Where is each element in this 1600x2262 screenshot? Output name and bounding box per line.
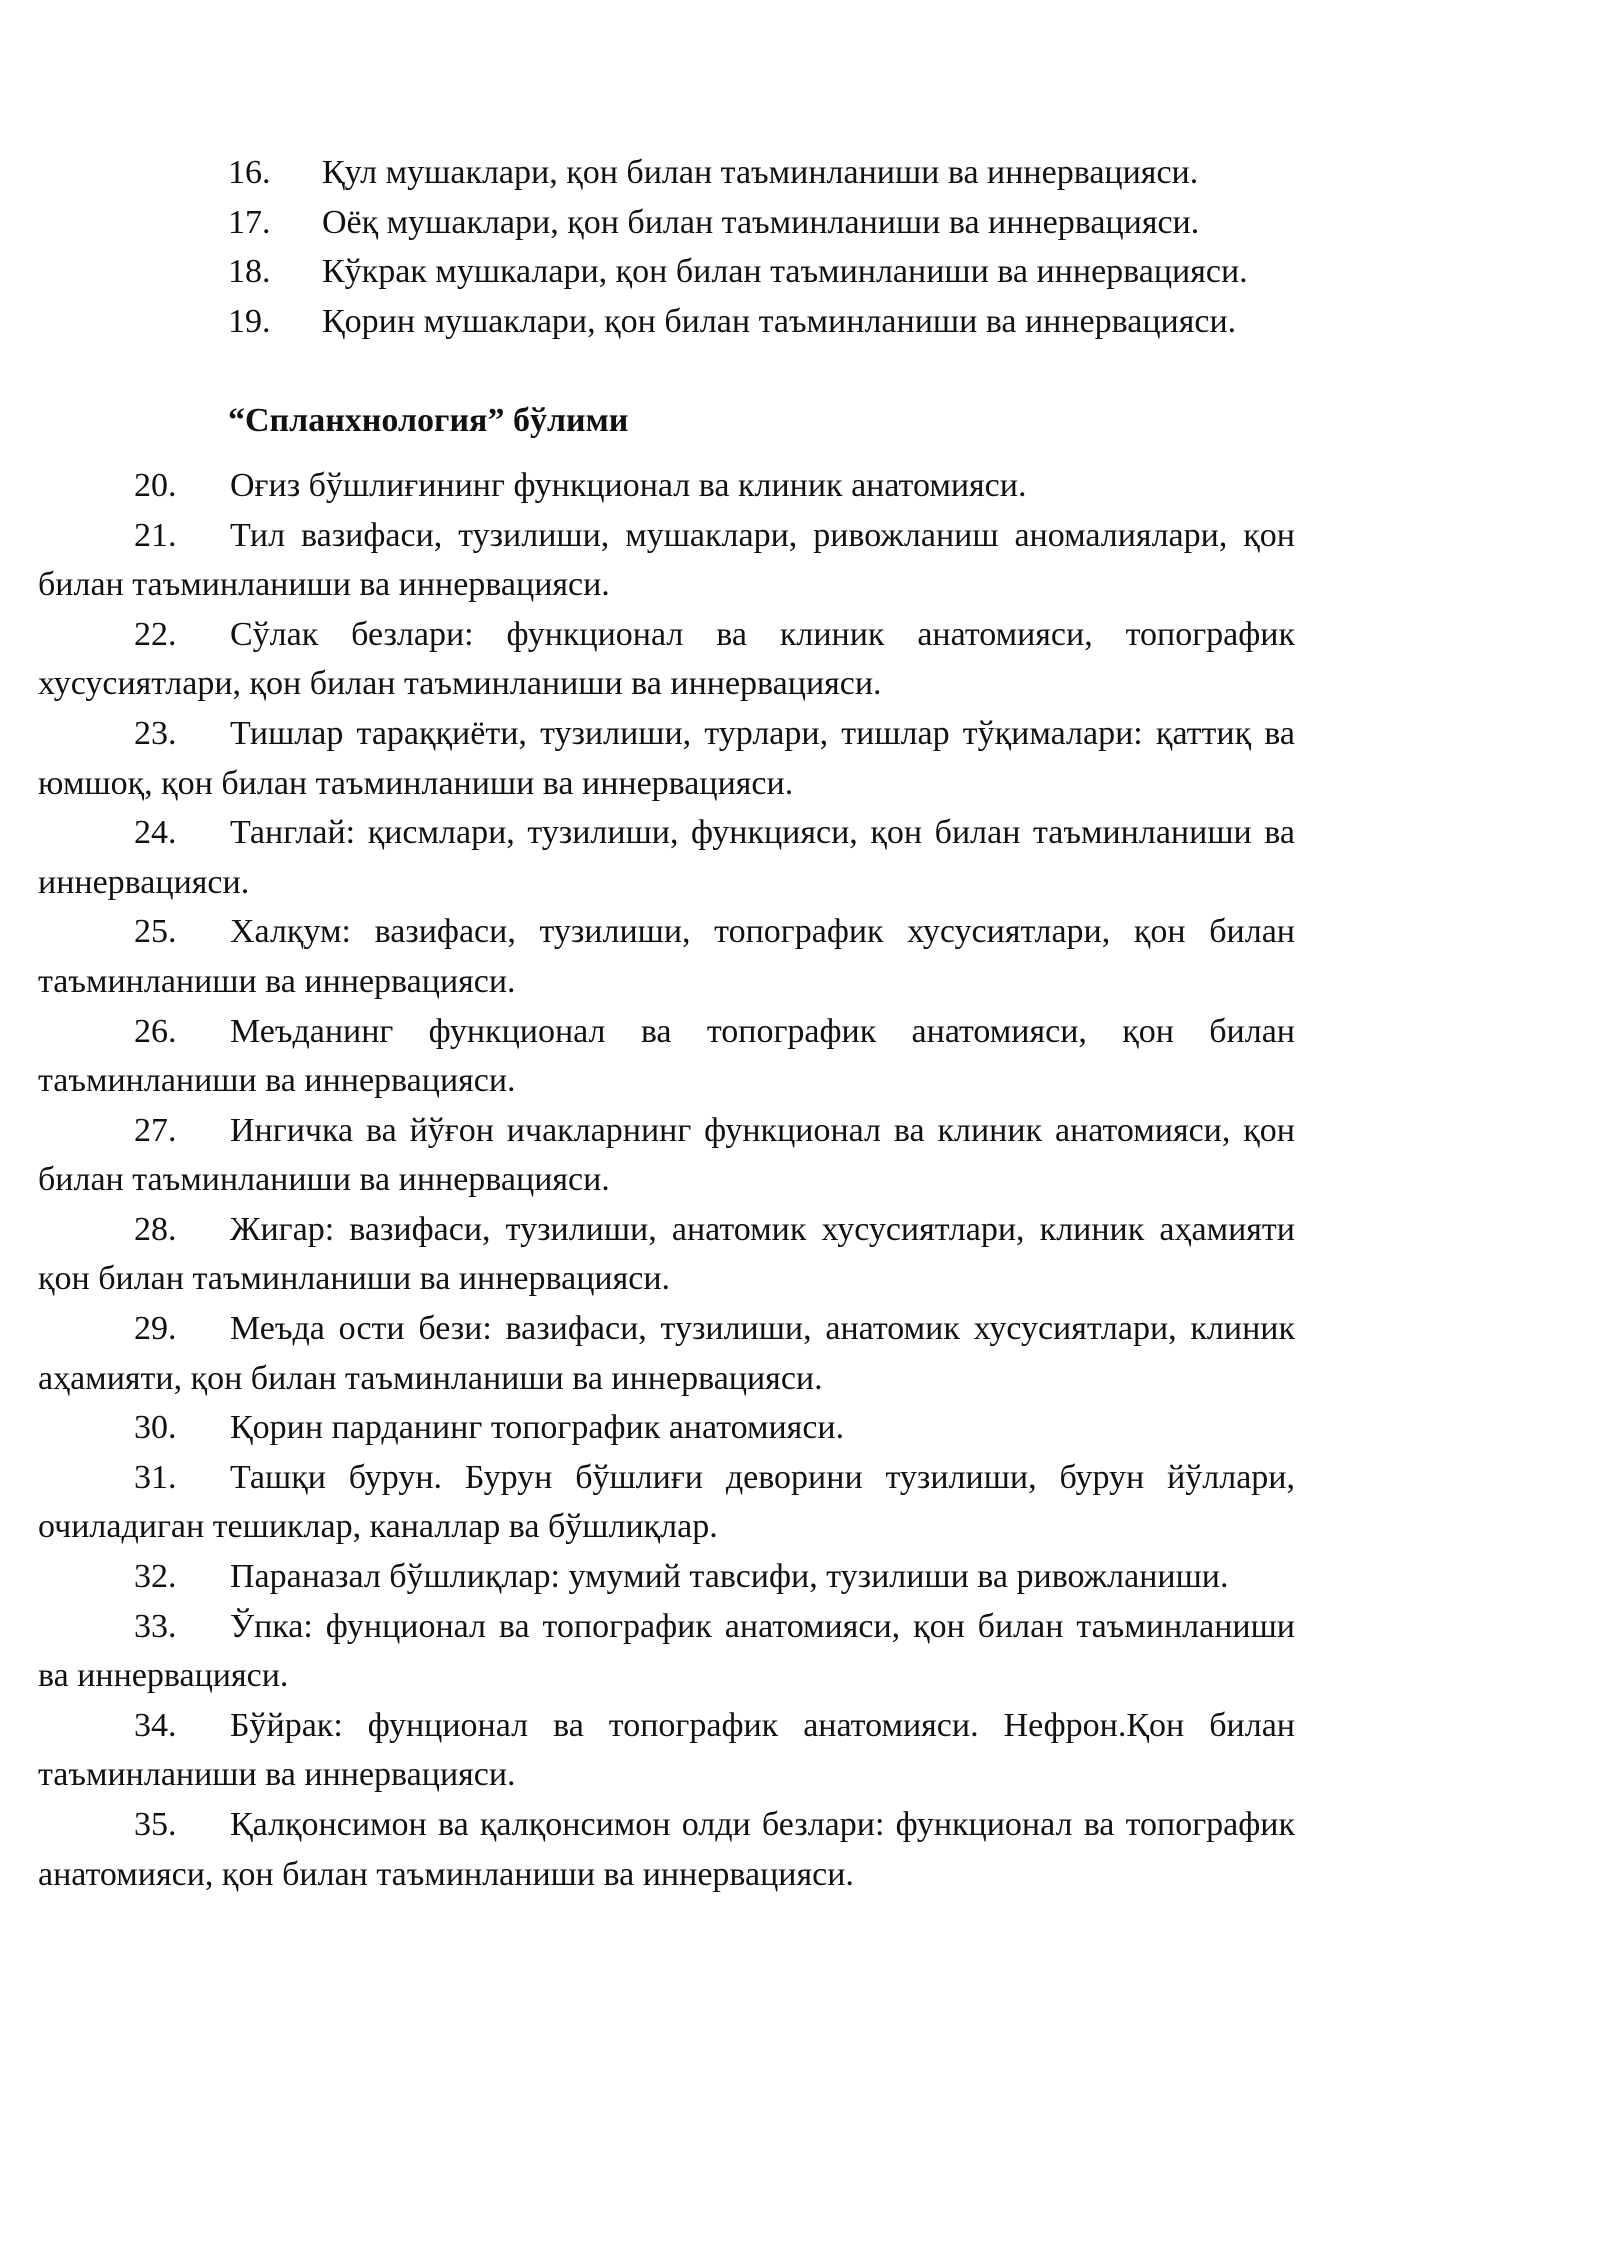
list-item bbox=[38, 1453, 1295, 1552]
item-number: 20. bbox=[134, 466, 177, 504]
list-item bbox=[38, 1602, 1295, 1701]
item-number: 33. bbox=[134, 1607, 177, 1645]
list-item bbox=[38, 610, 1295, 709]
item-text: Параназал бўшлиқлар: умумий тавсифи, тузилиши ва ривожланиши. bbox=[230, 1558, 1229, 1596]
item-text: Қул мушаклари, қон билан таъминланиши ва иннервацияси. bbox=[322, 154, 1199, 191]
list-item bbox=[228, 198, 1486, 248]
item-number: 27. bbox=[134, 1111, 177, 1149]
item-text: Тил вазифаси, тузилиши, мушаклари, ривожланиш аномалиялари, қон билан таъминланиши ва иннервацияси. bbox=[38, 516, 1295, 604]
document-page bbox=[38, 148, 1486, 1899]
item-text: Оғиз бўшлиғининг функционал ва клиник анатомияси. bbox=[230, 466, 1027, 504]
list-item bbox=[38, 1403, 1295, 1453]
list-item bbox=[38, 461, 1295, 511]
item-text: Қорин парданинг топографик анатомияси. bbox=[230, 1409, 845, 1447]
item-number: 18. bbox=[228, 253, 271, 291]
list-item bbox=[38, 907, 1295, 1006]
item-text: Танглай: қисмлари, тузилиши, функцияси, қон билан таъминланиши ва иннервацияси. bbox=[38, 814, 1295, 901]
list-item bbox=[38, 1106, 1295, 1205]
item-number: 24. bbox=[134, 814, 177, 852]
item-text: Меъданинг функционал ва топографик анатомияси, қон билан таъминланиши ва иннервацияси. bbox=[38, 1012, 1295, 1100]
list-item bbox=[38, 1304, 1295, 1403]
item-text: Қалқонсимон ва қалқонсимон олди безлари: функционал ва топографик анатомияси, қон билан таъминланиши ва иннервацияси. bbox=[38, 1806, 1295, 1893]
item-number: 32. bbox=[134, 1558, 177, 1596]
list-item bbox=[38, 1205, 1295, 1304]
list-item bbox=[38, 808, 1295, 907]
item-number: 29. bbox=[134, 1310, 177, 1348]
item-number: 35. bbox=[134, 1806, 177, 1843]
list-item bbox=[228, 297, 1486, 347]
list-item bbox=[228, 148, 1486, 198]
item-number: 25. bbox=[134, 913, 177, 951]
bottom-list bbox=[38, 461, 1295, 1899]
item-text: Оёқ мушаклари, қон билан таъминланиши ва иннервацияси. bbox=[322, 203, 1200, 241]
item-text: Ўпка: фунционал ва топографик анатомияси, қон билан таъминланиши ва иннервацияси. bbox=[38, 1607, 1295, 1695]
list-item bbox=[38, 1800, 1295, 1899]
item-text: Халқум: вазифаси, тузилиши, топографик хусусиятлари, қон билан таъминланиши ва иннервацияси. bbox=[38, 913, 1295, 1000]
item-text: Бўйрак: фунционал ва топографик анатомияси. Нефрон.Қон билан таъминланиши ва иннервацияси. bbox=[38, 1706, 1295, 1794]
item-text: Ташқи бурун. Бурун бўшлиғи деворини тузилиши, бурун йўллари, очиладиган тешиклар, каналлар ва бўшлиқлар. bbox=[38, 1458, 1295, 1546]
item-number: 16. bbox=[228, 154, 271, 191]
top-list bbox=[228, 148, 1486, 346]
item-number: 30. bbox=[134, 1409, 177, 1447]
item-number: 17. bbox=[228, 203, 271, 241]
list-item bbox=[38, 1701, 1295, 1800]
item-text: Ингичка ва йўғон ичакларнинг функционал ва клиник анатомияси, қон билан таъминланиши ва иннервацияси. bbox=[38, 1111, 1295, 1199]
list-item bbox=[228, 247, 1486, 297]
list-item bbox=[38, 1552, 1295, 1602]
list-item bbox=[38, 709, 1295, 808]
list-item bbox=[38, 1007, 1295, 1106]
item-number: 26. bbox=[134, 1012, 177, 1050]
item-text: Сўлак безлари: функционал ва клиник анатомияси, топографик хусусиятлари, қон билан таъминланиши ва иннервацияси. bbox=[38, 615, 1295, 703]
item-text: Кўкрак мушкалари, қон билан таъминланиши ва иннервацияси. bbox=[322, 253, 1248, 291]
item-number: 34. bbox=[134, 1706, 177, 1744]
item-number: 28. bbox=[134, 1210, 177, 1248]
item-number: 21. bbox=[134, 516, 177, 554]
item-text: Тишлар тараққиёти, тузилиши, турлари, тишлар тўқималари: қаттиқ ва юмшоқ, қон билан таъминланиши ва иннервацияси. bbox=[38, 714, 1295, 802]
item-number: 31. bbox=[134, 1458, 177, 1496]
item-number: 22. bbox=[134, 615, 177, 653]
item-number: 23. bbox=[134, 714, 177, 752]
section-heading: “Спланхнология” бўлими bbox=[228, 402, 629, 440]
list-item bbox=[38, 511, 1295, 610]
item-text: Жигар: вазифаси, тузилиши, анатомик хусусиятлари, клиник аҳамияти қон билан таъминланиши ва иннервацияси. bbox=[38, 1210, 1295, 1298]
item-text: Қорин мушаклари, қон билан таъминланиши ва иннервацияси. bbox=[322, 302, 1237, 340]
item-text: Меъда ости бези: вазифаси, тузилиши, анатомик хусусиятлари, клиник аҳамияти, қон билан таъминланиши ва иннервацияси. bbox=[38, 1310, 1295, 1397]
item-number: 19. bbox=[228, 302, 271, 340]
